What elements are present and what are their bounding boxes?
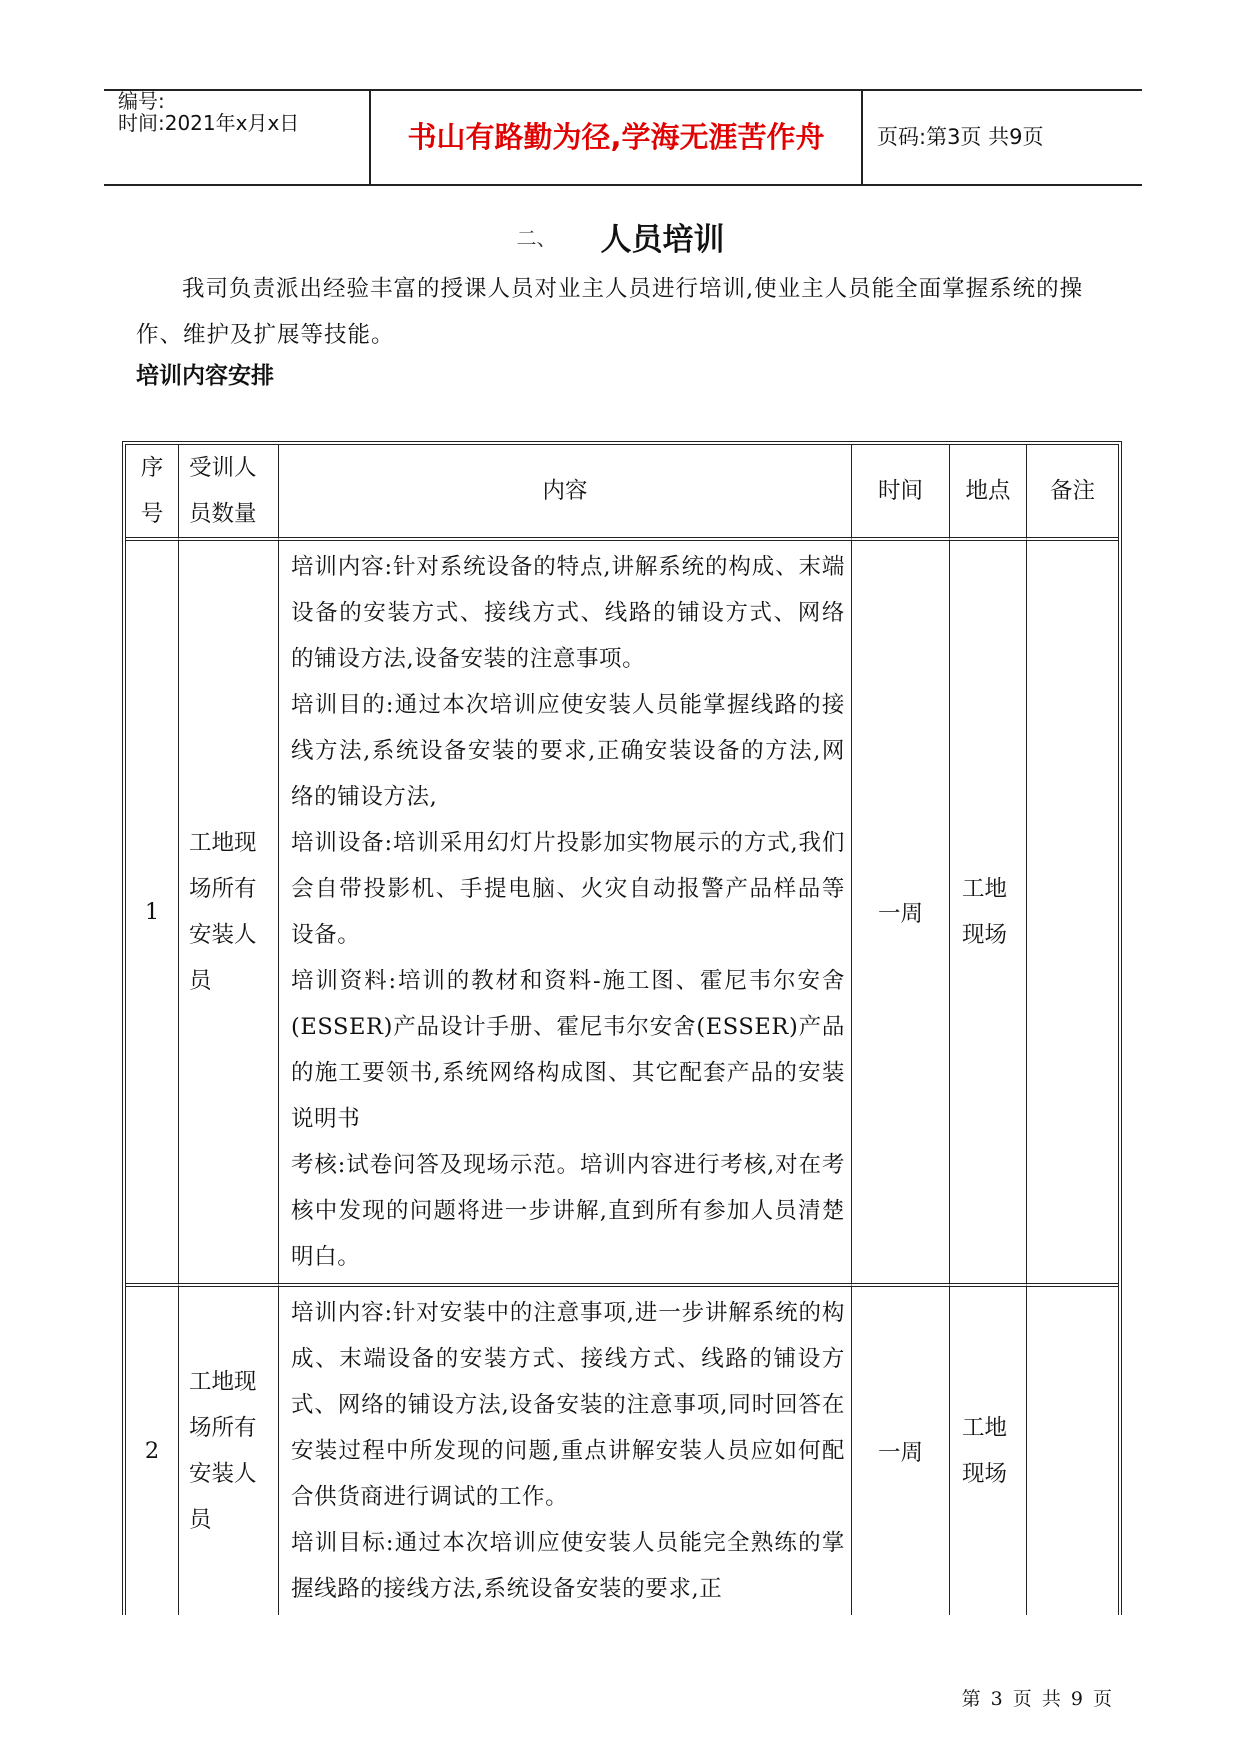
row-no: 2 [126, 1287, 179, 1615]
header-content-text: 内容 [542, 478, 588, 504]
subheading: 培训内容安排 [136, 363, 274, 389]
section-title-text: 人员培训 [600, 222, 725, 258]
row-note [1027, 1287, 1118, 1615]
content-paragraph: 培训内容:针对系统设备的特点,讲解系统的构成、末端设备的安装方式、接线方式、线路的铺设方式、网络的铺设方法,设备安装的注意事项。 [291, 554, 845, 672]
row-content [279, 541, 852, 1287]
row-place: 工地现场 [950, 1287, 1027, 1615]
row-time: 一周 [852, 1287, 950, 1615]
header-place [950, 445, 1027, 541]
header-no [126, 445, 179, 541]
section-number: 二、 [516, 226, 557, 250]
intro-paragraph: 我司负责派出经验丰富的授课人员对业主人员进行培训,使业主人员能全面掌握系统的操作、维护及扩展等技能。 [136, 276, 1084, 348]
table-header-row [126, 445, 1118, 541]
header-time [852, 445, 950, 541]
row-time: 一周 [852, 541, 950, 1287]
header-people [179, 445, 279, 541]
content-paragraph: 培训资料:培训的教材和资料-施工图、霍尼韦尔安舍(ESSER)产品设计手册、霍尼韦尔安舍(ESSER)产品的施工要领书,系统网络构成图、其它配套产品的安装说明书 [291, 968, 845, 1132]
page-footer: 第 3 页 共 9 页 [961, 1688, 1114, 1710]
content-paragraph: 培训内容:针对安装中的注意事项,进一步讲解系统的构成、末端设备的安装方式、接线方式、线路的铺设方式、网络的铺设方法,设备安装的注意事项,同时回答在安装过程中所发现的问题,重点讲解安装人员应如何配合供货商进行调试的工作。 [291, 1300, 845, 1510]
header-note [1027, 445, 1118, 541]
row-people: 工地现场所有安装人员 [179, 541, 279, 1287]
header-content [279, 445, 852, 541]
header-info-cell [104, 91, 371, 184]
content-paragraph: 考核:试卷问答及现场示范。培训内容进行考核,对在考核中发现的问题将进一步讲解,直到所有参加人员清楚明白。 [291, 1152, 845, 1270]
motto: 书山有路勤为径,学海无涯苦作舟 [407, 120, 825, 154]
row-people: 工地现场所有安装人员 [179, 1287, 279, 1615]
serial-label: 编号: [118, 89, 165, 113]
table-row [126, 1287, 1118, 1615]
content-paragraph: 培训目的:通过本次培训应使安装人员能掌握线路的接线方法,系统设备安装的要求,正确安装设备的方法,网络的铺设方法, [291, 692, 845, 810]
page-code: 页码:第3页 共9页 [877, 125, 1044, 149]
header-place-text: 地点 [965, 478, 1011, 504]
row-place: 工地现场 [950, 541, 1027, 1287]
training-schedule-table [122, 441, 1122, 1615]
time-label: 时间:2021年x月x日 [118, 111, 300, 135]
content-paragraph: 培训目标:通过本次培训应使安装人员能完全熟练的掌握线路的接线方法,系统设备安装的要求,正 [291, 1530, 845, 1602]
header-page-cell [863, 91, 1142, 184]
header-time-text: 时间 [877, 478, 923, 504]
row-no: 1 [126, 541, 179, 1287]
header-motto-cell [371, 91, 863, 184]
row-content [279, 1287, 852, 1615]
header-people-text: 受训人员数量 [189, 455, 257, 527]
table-row [126, 541, 1118, 1287]
section-title [0, 214, 1241, 259]
row-note [1027, 541, 1118, 1287]
header-note-text: 备注 [1049, 478, 1095, 504]
header-no-text: 序号 [140, 455, 164, 527]
content-paragraph: 培训设备:培训采用幻灯片投影加实物展示的方式,我们会自带投影机、手提电脑、火灾自动报警产品样品等设备。 [291, 830, 845, 948]
document-header [104, 89, 1142, 186]
